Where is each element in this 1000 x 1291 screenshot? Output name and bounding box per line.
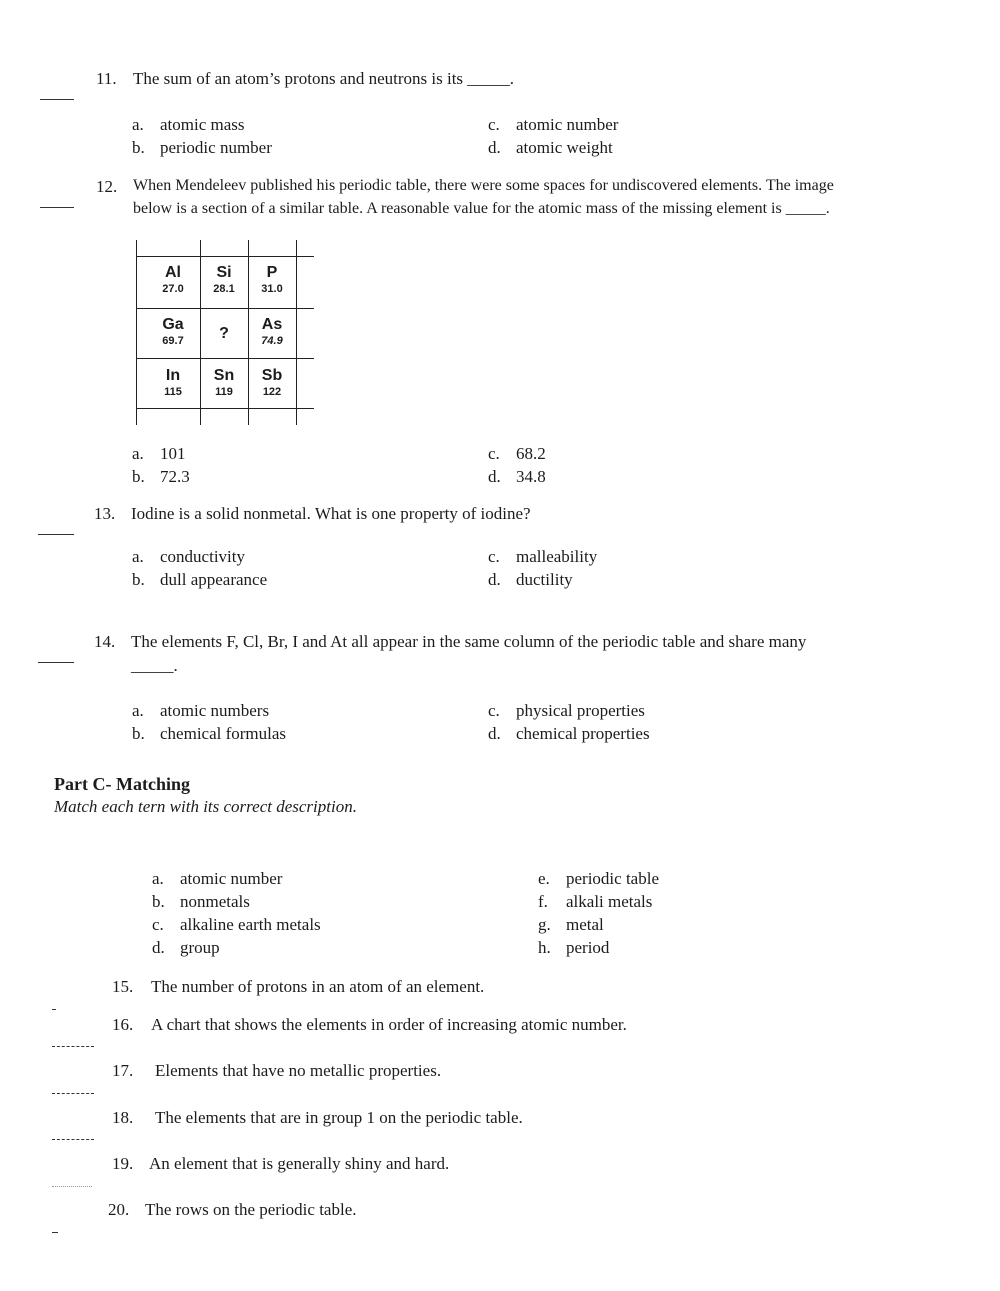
- q20-description: The rows on the periodic table.: [145, 1200, 357, 1219]
- option-text: atomic numbers: [160, 701, 270, 720]
- term-letter: f.: [538, 892, 548, 911]
- q13-number: 13.: [94, 504, 116, 523]
- option-letter: d.: [488, 138, 501, 157]
- element-symbol: Si: [216, 264, 232, 281]
- term-text: group: [180, 938, 220, 957]
- option-text: periodic number: [160, 138, 272, 157]
- q13-option-d: [488, 570, 573, 590]
- option-letter: b.: [132, 138, 145, 157]
- grid-line: [136, 308, 314, 309]
- option-letter: c.: [488, 115, 500, 134]
- term-a: [152, 869, 282, 889]
- grid-line: [136, 408, 314, 409]
- term-h: [538, 938, 609, 958]
- option-letter: b.: [132, 570, 145, 589]
- option-text: atomic weight: [516, 138, 613, 157]
- q18-number: 18.: [112, 1108, 134, 1127]
- grid-line: [136, 256, 314, 257]
- term-letter: c.: [152, 915, 164, 934]
- term-b: [152, 892, 250, 912]
- option-text: chemical formulas: [160, 724, 287, 743]
- option-letter: b.: [132, 724, 145, 743]
- q17-number: 17.: [112, 1061, 134, 1080]
- element-cell-si: [202, 264, 246, 296]
- q15-answer-blank[interactable]: [52, 995, 56, 1015]
- term-text: periodic table: [566, 869, 659, 888]
- grid-line: [296, 240, 297, 425]
- q13-option-a: [132, 547, 245, 567]
- q20-number: 20.: [108, 1200, 130, 1219]
- q12-question-line2: below is a section of a similar table. A reasonable value for the atomic mass of the missing element is _____.: [133, 200, 830, 217]
- element-mass: 69.7: [162, 335, 184, 347]
- option-letter: d.: [488, 467, 501, 486]
- grid-line: [136, 358, 314, 359]
- term-c: [152, 915, 321, 935]
- element-symbol: Sb: [261, 367, 283, 384]
- q14-option-b: [132, 724, 286, 744]
- term-letter: g.: [538, 915, 551, 934]
- element-cell-in: [150, 367, 196, 399]
- option-letter: d.: [488, 724, 501, 743]
- element-mass: 31.0: [261, 283, 283, 295]
- element-cell-sn: [202, 367, 246, 399]
- q15-description: The number of protons in an atom of an element.: [151, 977, 485, 996]
- grid-line: [248, 240, 249, 425]
- option-letter: a.: [132, 115, 144, 134]
- q12-option-b: [132, 467, 190, 487]
- term-letter: h.: [538, 938, 551, 957]
- q14-option-c: [488, 701, 645, 721]
- element-symbol: In: [165, 367, 181, 384]
- grid-line: [136, 240, 137, 425]
- q12-question-line1: When Mendeleev published his periodic table, there were some spaces for undiscovered elements. The image: [133, 177, 834, 194]
- q12-number: 12.: [96, 177, 118, 196]
- element-cell-p: [250, 264, 294, 296]
- term-e: [538, 869, 659, 889]
- option-letter: c.: [488, 701, 500, 720]
- option-text: 34.8: [516, 467, 546, 486]
- q19-description: An element that is generally shiny and hard.: [149, 1154, 450, 1173]
- q19-number: 19.: [112, 1154, 134, 1173]
- q17-description: Elements that have no metallic properties.: [155, 1061, 442, 1080]
- term-text: alkali metals: [566, 892, 653, 911]
- option-text: conductivity: [160, 547, 245, 566]
- element-symbol: Sn: [213, 367, 235, 384]
- q19-answer-blank[interactable]: [52, 1172, 92, 1192]
- q15-number: 15.: [112, 977, 134, 996]
- q13-option-c: [488, 547, 597, 567]
- element-symbol: P: [266, 264, 278, 281]
- option-text: dull appearance: [160, 570, 268, 589]
- q20-answer-blank[interactable]: [52, 1218, 58, 1238]
- element-mass: 28.1: [213, 283, 235, 295]
- part-c-instruction: Match each tern with its correct description.: [54, 797, 357, 816]
- element-cell-ga: [150, 316, 196, 348]
- q16-number: 16.: [112, 1015, 134, 1034]
- option-text: malleability: [516, 547, 598, 566]
- option-text: physical properties: [516, 701, 645, 720]
- option-letter: b.: [132, 467, 145, 486]
- option-letter: c.: [488, 547, 500, 566]
- option-text: ductility: [516, 570, 573, 589]
- q11-option-a: [132, 115, 245, 135]
- term-d: [152, 938, 220, 958]
- element-cell-missing: [202, 325, 246, 343]
- q17-answer-blank[interactable]: [52, 1079, 94, 1099]
- option-letter: c.: [488, 444, 500, 463]
- part-c-title: Part C- Matching: [54, 774, 190, 794]
- q14-question-line2: _____.: [131, 656, 178, 675]
- grid-line: [200, 240, 201, 425]
- term-text: nonmetals: [180, 892, 250, 911]
- q14-option-a: [132, 701, 269, 721]
- q13-option-b: [132, 570, 267, 590]
- q16-description: A chart that shows the elements in order of increasing atomic number.: [151, 1015, 627, 1034]
- term-letter: d.: [152, 938, 165, 957]
- q14-question-line1: The elements F, Cl, Br, I and At all appear in the same column of the periodic table and share many: [131, 632, 807, 651]
- q13-answer-blank[interactable]: [38, 520, 74, 540]
- option-text: 72.3: [160, 467, 190, 486]
- element-cell-al: [150, 264, 196, 296]
- element-mass: 115: [164, 386, 182, 398]
- option-text: 101: [160, 444, 186, 463]
- q18-description: The elements that are in group 1 on the periodic table.: [155, 1108, 523, 1127]
- element-symbol: As: [261, 316, 283, 333]
- term-text: period: [566, 938, 610, 957]
- q16-answer-blank[interactable]: [52, 1032, 94, 1052]
- option-text: chemical properties: [516, 724, 650, 743]
- term-g: [538, 915, 604, 935]
- element-mass: 27.0: [162, 283, 184, 295]
- periodic-table-section: [136, 240, 314, 425]
- option-letter: a.: [132, 547, 144, 566]
- term-f: [538, 892, 652, 912]
- q11-question: The sum of an atom’s protons and neutrons is its _____.: [133, 69, 515, 88]
- q11-option-c: [488, 115, 618, 135]
- q12-answer-blank[interactable]: [40, 193, 74, 213]
- option-text: atomic number: [516, 115, 619, 134]
- q18-answer-blank[interactable]: [52, 1125, 94, 1145]
- element-symbol: ?: [219, 325, 229, 342]
- term-letter: e.: [538, 869, 550, 888]
- q13-question: Iodine is a solid nonmetal. What is one property of iodine?: [131, 504, 531, 523]
- q11-answer-blank[interactable]: [40, 85, 74, 105]
- term-text: atomic number: [180, 869, 283, 888]
- q14-option-d: [488, 724, 650, 744]
- q11-number: 11.: [96, 69, 117, 88]
- term-text: metal: [566, 915, 604, 934]
- q14-number: 14.: [94, 632, 116, 651]
- q12-option-c: [488, 444, 546, 464]
- option-text: atomic mass: [160, 115, 245, 134]
- element-mass: 122: [262, 386, 282, 398]
- q11-option-b: [132, 138, 272, 158]
- q11-option-d: [488, 138, 613, 158]
- element-mass: 74.9: [261, 335, 283, 347]
- q12-option-d: [488, 467, 546, 487]
- option-letter: d.: [488, 570, 501, 589]
- element-symbol: Ga: [162, 316, 184, 333]
- option-letter: a.: [132, 701, 144, 720]
- option-letter: a.: [132, 444, 144, 463]
- q12-option-a: [132, 444, 186, 464]
- element-cell-as: [250, 316, 294, 348]
- element-mass: 119: [215, 386, 233, 398]
- term-letter: b.: [152, 892, 165, 911]
- option-text: 68.2: [516, 444, 546, 463]
- element-symbol: Al: [165, 264, 181, 281]
- element-cell-sb: [250, 367, 294, 399]
- term-text: alkaline earth metals: [180, 915, 321, 934]
- term-letter: a.: [152, 869, 164, 888]
- q14-answer-blank[interactable]: [38, 648, 74, 668]
